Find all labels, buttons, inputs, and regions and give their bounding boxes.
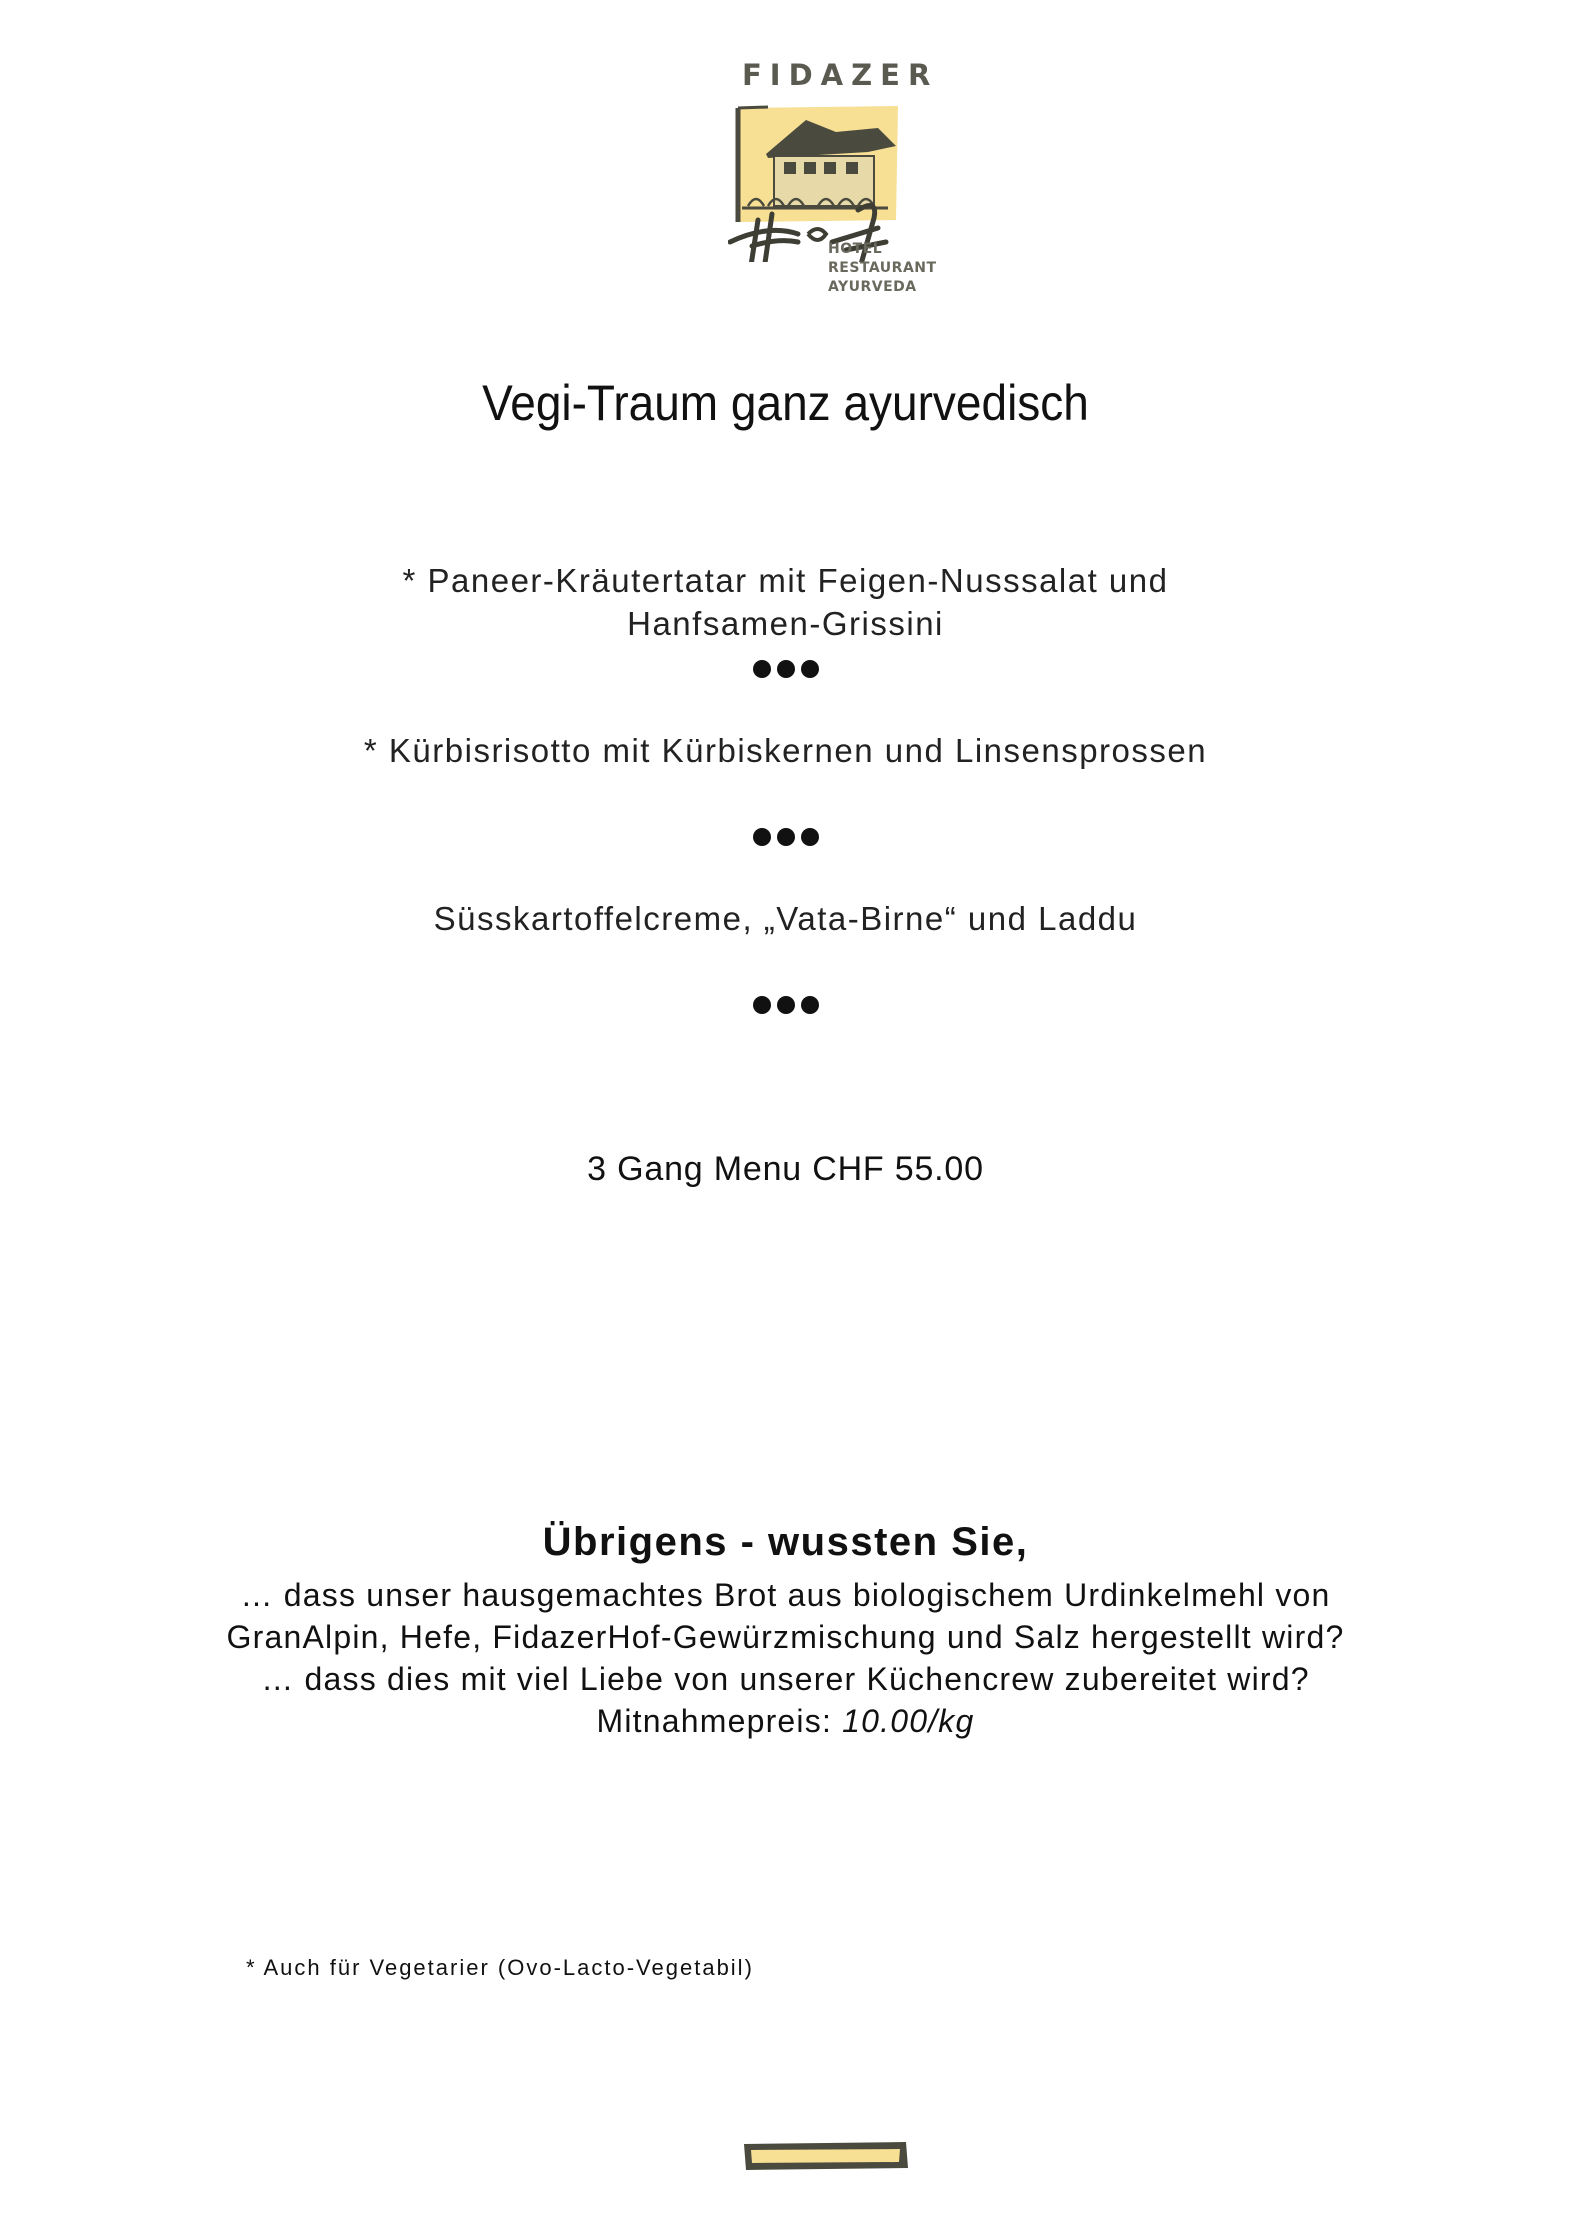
course-separator [0, 660, 1571, 680]
logo-hotel-illustration-icon [728, 102, 928, 262]
takeaway-label: Mitnahmepreis: [596, 1703, 833, 1739]
info-line-2: GranAlpin, Hefe, FidazerHof-Gewürzmischung und Salz hergestellt wird? [226, 1619, 1345, 1655]
menu-title: Vegi-Traum ganz ayurvedisch [482, 375, 1089, 431]
vegetarian-footnote: * Auch für Vegetarier (Ovo-Lacto-Vegetabil) [246, 1955, 754, 1980]
course-1-line-2: Hanfsamen-Grissini [627, 605, 944, 642]
fidazer-hof-logo [728, 58, 948, 308]
course-separator [0, 828, 1571, 848]
course-1-line-1: * Paneer-Kräutertatar mit Feigen-Nusssalat und [402, 562, 1169, 599]
logo-wordmark: FIDAZER [742, 58, 939, 92]
info-line-1: … dass unser hausgemachtes Brot aus biologischem Urdinkelmehl von [240, 1577, 1331, 1613]
takeaway-price: 10.00/kg [842, 1703, 975, 1739]
course-3-line-1: Süsskartoffelcreme, „Vata-Birne“ und Laddu [433, 900, 1138, 937]
decorative-brush-bar [742, 2140, 910, 2172]
logo-subtitle-ayurveda: AYURVEDA [828, 279, 917, 295]
logo-subtitle-restaurant: RESTAURANT [828, 260, 937, 276]
course-separator [0, 996, 1571, 1016]
info-heading: Übrigens - wussten Sie, [542, 1520, 1029, 1564]
takeaway-price-line [0, 1700, 1571, 1742]
course-2-line-1: * Kürbisrisotto mit Kürbiskernen und Linsensprossen [363, 732, 1208, 769]
menu-price: 3 Gang Menu CHF 55.00 [587, 1150, 984, 1188]
info-line-3: … dass dies mit viel Liebe von unserer Küchencrew zubereitet wird? [261, 1661, 1310, 1697]
logo-subtitle-hotel: HOTEL [828, 241, 883, 257]
